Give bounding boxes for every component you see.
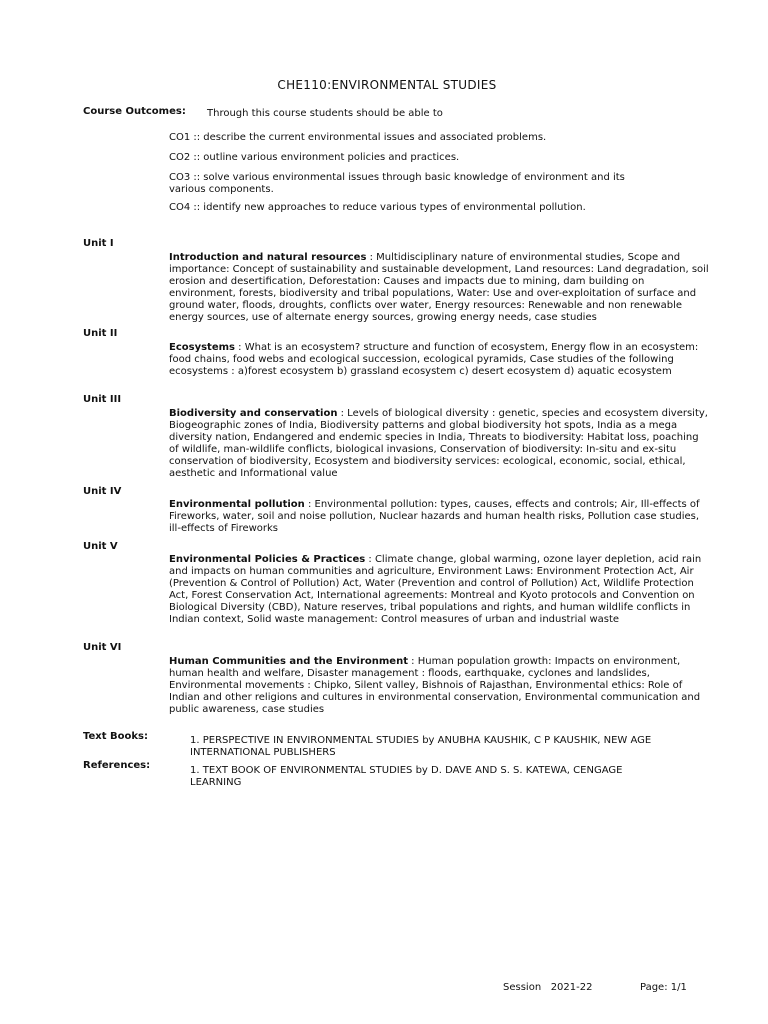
references-label: References: <box>83 760 151 771</box>
unit-text: : What is an ecosystem? structure and function of ecosystem, Energy flow in an ecosystem: food chains, food webs and ecological succession, ecological pyramids, Case studies of the following ecosystems : a)forest ecosystem b) grassland ecosystem c) desert ecosystem d) aquatic ecosystem <box>169 342 699 377</box>
document-title: CHE110:ENVIRONMENTAL STUDIES <box>277 78 497 92</box>
unit-label: Unit III <box>83 394 122 405</box>
course-outcome-item: CO3 :: solve various environmental issues through basic knowledge of environment and its various components. <box>169 172 625 195</box>
unit-description <box>169 408 709 480</box>
unit-description <box>169 656 709 716</box>
course-outcomes-intro: Through this course students should be able to <box>207 108 443 119</box>
unit-heading: Ecosystems <box>169 342 235 353</box>
unit-text: : Human population growth: Impacts on environment, human health and welfare, Disaster management : floods, earthquake, cyclones and landslides, Environmental movements : Chipko, Silent valley, Bishnois of Rajasthan, Environmental ethics: Role of Indian and other religions and cultures in environmental conservation, Environmental communication and public awareness, case studies <box>169 656 701 715</box>
unit-description <box>169 499 709 535</box>
text-books-label: Text Books: <box>83 731 148 742</box>
unit-label: Unit I <box>83 238 114 249</box>
unit-label: Unit VI <box>83 642 122 653</box>
unit-heading: Environmental Policies & Practices <box>169 554 366 565</box>
session-label: Session 2021-22 <box>503 982 593 993</box>
unit-heading: Human Communities and the Environment <box>169 656 408 667</box>
unit-label: Unit IV <box>83 486 122 497</box>
unit-heading: Introduction and natural resources <box>169 252 367 263</box>
unit-label: Unit V <box>83 541 118 552</box>
course-outcome-item: CO4 :: identify new approaches to reduce various types of environmental pollution. <box>169 202 586 213</box>
unit-text: : Environmental pollution: types, causes, effects and controls; Air, Ill-effects of Fireworks, water, soil and noise pollution, Nuclear hazards and human health risks, Pollution case studies, ill-effects of Fireworks <box>169 499 700 534</box>
unit-description <box>169 252 709 324</box>
unit-label: Unit II <box>83 328 118 339</box>
unit-description <box>169 554 709 626</box>
unit-description <box>169 342 709 378</box>
unit-heading: Environmental pollution <box>169 499 305 510</box>
unit-text: : Levels of biological diversity : genetic, species and ecosystem diversity, Biogeographic zones of India, Biodiversity patterns and global biodiversity hot spots, India as a mega diversity nation, Endangered and endemic species in India, Threats to biodiversity: Habitat loss, poaching of wildlife, man-wildlife conflicts, biological invasions, Conservation of biodiversity: In-situ and ex-situ conservation of biodiversity, Ecosystem and biodiversity services: ecological, economic, social, ethical, aesthetic and Informational value <box>169 408 708 479</box>
course-outcomes-label: Course Outcomes: <box>83 106 186 117</box>
unit-heading: Biodiversity and conservation <box>169 408 338 419</box>
page-number: Page: 1/1 <box>640 982 687 993</box>
text-book-item: 1. PERSPECTIVE IN ENVIRONMENTAL STUDIES by ANUBHA KAUSHIK, C P KAUSHIK, NEW AGE INTERNATIONAL PUBLISHERS <box>190 735 652 758</box>
unit-text: : Multidisciplinary nature of environmental studies, Scope and importance: Concept of sustainability and sustainable development, Land resources: Land degradation, soil erosion and desertification, Deforestation: Causes and impacts due to mining, dam building on environment, forests, biodiversity and tribal populations, Water: Use and over-exploitation of surface and ground water, floods, droughts, conflicts over water, Energy resources: Renewable and non renewable energy sources, use of alternate energy sources, growing energy needs, case studies <box>169 252 709 323</box>
unit-text: : Climate change, global warming, ozone layer depletion, acid rain and impacts on human communities and agriculture, Environment Laws: Environment Protection Act, Air (Prevention & Control of Pollution) Act, Water (Prevention and control of Pollution) Act, Wildlife Protection Act, Forest Conservation Act, International agreements: Montreal and Kyoto protocols and Convention on Biological Diversity (CBD), Nature reserves, tribal populations and rights, and human wildlife conflicts in Indian context, Solid waste management: Control measures of urban and industrial waste <box>169 554 702 625</box>
reference-item: 1. TEXT BOOK OF ENVIRONMENTAL STUDIES by D. DAVE AND S. S. KATEWA, CENGAGE LEARNING <box>190 765 623 788</box>
course-outcome-item: CO2 :: outline various environment policies and practices. <box>169 152 460 163</box>
course-outcome-item: CO1 :: describe the current environmental issues and associated problems. <box>169 132 547 143</box>
